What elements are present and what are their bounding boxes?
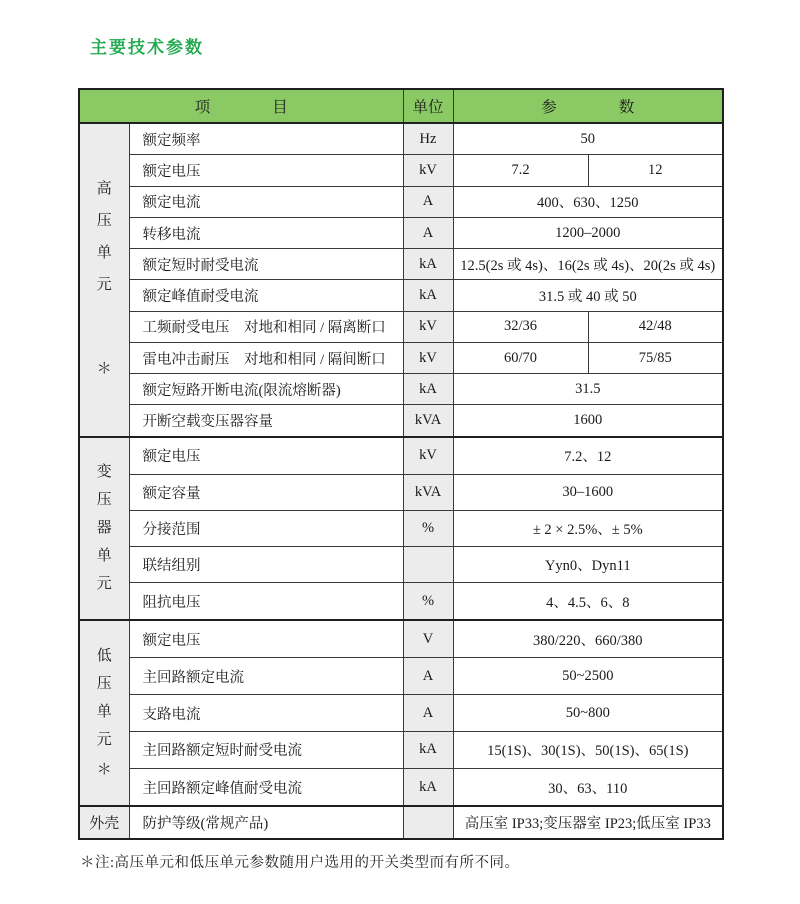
unit-cell <box>403 806 453 839</box>
param-cell: 12 <box>588 155 723 186</box>
param-cell: 30–1600 <box>453 474 723 510</box>
unit-cell: % <box>403 583 453 620</box>
item-cell: 主回路额定电流 <box>129 658 403 695</box>
group-char: 元 <box>96 277 112 294</box>
item-cell: 额定短路开断电流(限流熔断器) <box>129 374 403 405</box>
table-header-row <box>79 89 723 123</box>
item-cell: 额定电流 <box>129 186 403 217</box>
table-row <box>79 311 723 342</box>
param-cell: 高压室 IP33;变压器室 IP23;低压室 IP33 <box>453 806 723 839</box>
group-char: 元 <box>96 576 112 593</box>
header-item: 项 目 <box>79 89 403 123</box>
table-row <box>79 280 723 311</box>
table-row <box>79 547 723 583</box>
group-label-hv <box>79 123 129 437</box>
group-char: 变 <box>96 464 112 481</box>
footnote: ＊注:高压单元和低压单元参数随用户选用的开关类型而有所不同。 <box>80 855 520 871</box>
unit-cell: A <box>403 658 453 695</box>
group-char: 低 <box>96 647 112 664</box>
unit-cell <box>403 547 453 583</box>
unit-cell: kVA <box>403 474 453 510</box>
unit-cell: kA <box>403 732 453 769</box>
unit-cell: kA <box>403 768 453 806</box>
param-cell: 42/48 <box>588 311 723 342</box>
table-row <box>79 768 723 806</box>
group-asterisk: ＊ <box>96 761 112 778</box>
item-cell: 分接范围 <box>129 510 403 546</box>
item-cell: 主回路额定峰值耐受电流 <box>129 768 403 806</box>
group-asterisk: ＊ <box>96 361 112 378</box>
group-char: 压 <box>96 213 112 230</box>
table-row <box>79 474 723 510</box>
item-cell: 支路电流 <box>129 695 403 732</box>
item-cell: 主回路额定短时耐受电流 <box>129 732 403 769</box>
table-row <box>79 155 723 186</box>
group-char: 元 <box>96 731 112 748</box>
page-title: 主要技术参数 <box>90 38 204 57</box>
table-row <box>79 583 723 620</box>
unit-cell: kV <box>403 437 453 474</box>
param-cell: 30、63、110 <box>453 768 723 806</box>
param-cell: 1200–2000 <box>453 217 723 248</box>
item-cell: 额定电压 <box>129 155 403 186</box>
table-row <box>79 437 723 474</box>
param-cell: 1600 <box>453 405 723 437</box>
item-cell: 额定短时耐受电流 <box>129 249 403 280</box>
table-row <box>79 732 723 769</box>
item-cell: 额定峰值耐受电流 <box>129 280 403 311</box>
group-char: 单 <box>96 548 112 565</box>
unit-cell: kV <box>403 155 453 186</box>
unit-cell: kV <box>403 342 453 373</box>
param-cell: 60/70 <box>453 342 588 373</box>
table-row <box>79 806 723 839</box>
unit-cell: kA <box>403 374 453 405</box>
unit-cell: kV <box>403 311 453 342</box>
unit-cell: A <box>403 186 453 217</box>
item-cell: 开断空载变压器容量 <box>129 405 403 437</box>
group-char: 压 <box>96 492 112 509</box>
group-char: 单 <box>96 703 112 720</box>
table-row <box>79 658 723 695</box>
table-row <box>79 217 723 248</box>
table-row <box>79 405 723 437</box>
item-cell: 阻抗电压 <box>129 583 403 620</box>
item-cell: 额定容量 <box>129 474 403 510</box>
table-body <box>79 123 723 839</box>
unit-cell: A <box>403 695 453 732</box>
param-cell: 50 <box>453 123 723 155</box>
param-cell: 7.2、12 <box>453 437 723 474</box>
param-cell: 7.2 <box>453 155 588 186</box>
group-label-lv <box>79 620 129 806</box>
group-char: 高 <box>96 181 112 198</box>
unit-cell: % <box>403 510 453 546</box>
unit-cell: V <box>403 620 453 658</box>
group-char: 单 <box>96 245 112 262</box>
param-cell: 12.5(2s 或 4s)、16(2s 或 4s)、20(2s 或 4s) <box>453 249 723 280</box>
item-cell: 额定电压 <box>129 437 403 474</box>
table-row <box>79 342 723 373</box>
table-row <box>79 249 723 280</box>
item-cell: 工频耐受电压 对地和相同 / 隔离断口 <box>129 311 403 342</box>
group-label-shell: 外壳 <box>79 806 129 839</box>
param-cell: 75/85 <box>588 342 723 373</box>
header-param: 参 数 <box>453 89 723 123</box>
unit-cell: kA <box>403 280 453 311</box>
param-cell: 50~2500 <box>453 658 723 695</box>
group-char: 器 <box>96 520 112 537</box>
unit-cell: kVA <box>403 405 453 437</box>
param-cell: 31.5 <box>453 374 723 405</box>
unit-cell: A <box>403 217 453 248</box>
item-cell: 雷电冲击耐压 对地和相同 / 隔间断口 <box>129 342 403 373</box>
header-unit: 单位 <box>403 89 453 123</box>
unit-cell: Hz <box>403 123 453 155</box>
spec-table <box>78 88 724 840</box>
param-cell: 15(1S)、30(1S)、50(1S)、65(1S) <box>453 732 723 769</box>
param-cell: 380/220、660/380 <box>453 620 723 658</box>
table-row <box>79 695 723 732</box>
item-cell: 联结组别 <box>129 547 403 583</box>
item-cell: 额定电压 <box>129 620 403 658</box>
param-cell: ± 2 × 2.5%、± 5% <box>453 510 723 546</box>
param-cell: 4、4.5、6、8 <box>453 583 723 620</box>
table-row <box>79 374 723 405</box>
param-cell: 400、630、1250 <box>453 186 723 217</box>
group-char: 压 <box>96 675 112 692</box>
item-cell: 额定频率 <box>129 123 403 155</box>
param-cell: 31.5 或 40 或 50 <box>453 280 723 311</box>
item-cell: 防护等级(常规产品) <box>129 806 403 839</box>
param-cell: 50~800 <box>453 695 723 732</box>
item-cell: 转移电流 <box>129 217 403 248</box>
unit-cell: kA <box>403 249 453 280</box>
table-row <box>79 620 723 658</box>
table-row <box>79 510 723 546</box>
param-cell: 32/36 <box>453 311 588 342</box>
table-row <box>79 123 723 155</box>
param-cell: Yyn0、Dyn11 <box>453 547 723 583</box>
table-row <box>79 186 723 217</box>
group-label-transformer <box>79 437 129 620</box>
